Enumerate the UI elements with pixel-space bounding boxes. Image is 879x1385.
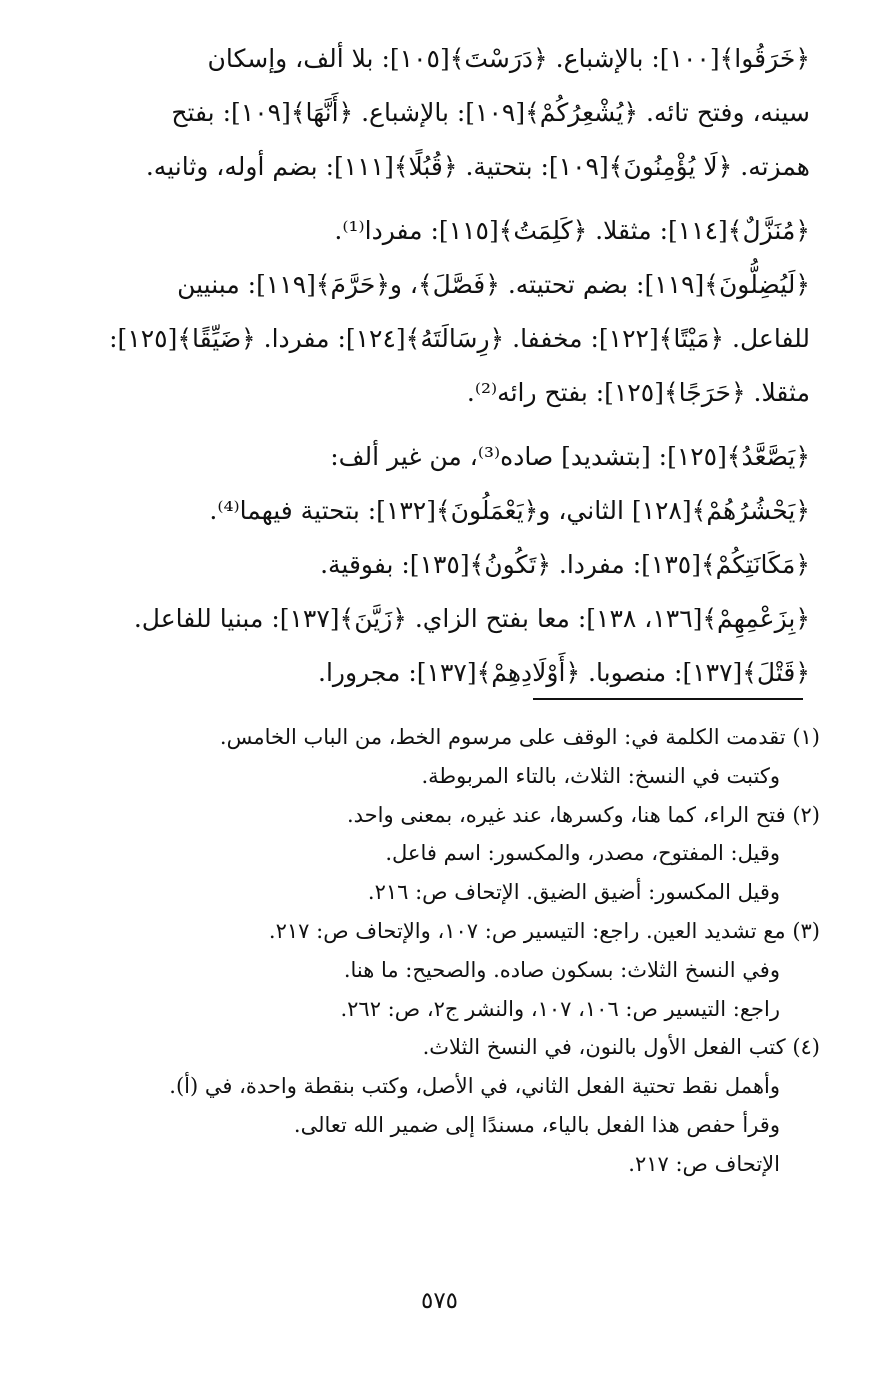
footnote-line: (٤) كتب الفعل الأول بالنون، في النسخ الثلاث. [422, 1035, 820, 1060]
footnote-4 [100, 1028, 820, 1183]
paragraph-2 [80, 204, 810, 420]
text-line: للفاعل. ﴿مَيْتًا﴾[١٢٢]: مخففا. ﴿رِسَالَتَهُ﴾[١٢٤]: مفردا. ﴿ضَيِّقًا﴾[١٢٥]: [109, 324, 810, 353]
footnote-line: وفي النسخ الثلاث: بسكون صاده. والصحيح: ما هنا. [343, 957, 780, 982]
footnote-line: راجع: التيسير ص: ١٠٦، ١٠٧، والنشر ج٢، ص: ٢٦٢. [340, 996, 780, 1021]
footnote-line: الإتحاف ص: ٢١٧. [628, 1151, 780, 1176]
footnote-line: (٣) مع تشديد العين. راجع: التيسير ص: ١٠٧، والإتحاف ص: ٢١٧. [268, 918, 820, 943]
text-line: مثقلا. ﴿حَرَجًا﴾[١٢٥]: بفتح رائه⁽²⁾. [466, 378, 810, 407]
page-number: ٥٧٥ [420, 1288, 459, 1314]
footnote-line: وأهمل نقط تحتية الفعل الثاني، في الأصل، وكتب بنقطة واحدة، في (أ). [169, 1074, 780, 1099]
footnote-3 [100, 912, 820, 1028]
text-line: سينه، وفتح تائه. ﴿يُشْعِرُكُمْ﴾[١٠٩]: بالإشباع. ﴿أَنَّهَا﴾[١٠٩]: بفتح [171, 98, 810, 127]
footnote-separator [533, 698, 803, 700]
footnotes [100, 718, 820, 1184]
paragraph-3 [80, 430, 810, 700]
text-line: همزته. ﴿لَا يُؤْمِنُونَ﴾[١٠٩]: بتحتية. ﴿قُبُلًا﴾[١١١]: بضم أوله، وثانيه. [145, 152, 810, 181]
footnote-1 [100, 718, 820, 796]
text-line: ﴿مُنَزَّلٌ﴾[١١٤]: مثقلا. ﴿كَلِمَتُ﴾[١١٥]: مفردا⁽¹⁾. [334, 216, 810, 245]
footnote-line: (٢) فتح الراء، كما هنا، وكسرها، عند غيره، بمعنى واحد. [346, 802, 820, 827]
paragraph-1 [80, 32, 810, 194]
text-line: ﴿خَرَقُوا﴾[١٠٠]: بالإشباع. ﴿دَرَسْتَ﴾[١٠٥]: بلا ألف، وإسكان [207, 44, 810, 73]
text-line: ﴿لَيُضِلُّونَ﴾[١١٩]: بضم تحتيته. ﴿فَصَّلَ﴾، و﴿حَرَّمَ﴾[١١٩]: مبنيين [177, 270, 810, 299]
footnote-line: وكتبت في النسخ: الثلاث، بالتاء المربوطة. [421, 763, 780, 788]
text-line: ﴿بِزَعْمِهِمْ﴾[١٣٦، ١٣٨]: معا بفتح الزاي. ﴿زَيَّنَ﴾[١٣٧]: مبنيا للفاعل. [133, 604, 810, 633]
text-line: ﴿قَتْلَ﴾[١٣٧]: منصوبا. ﴿أَوْلَادِهِمْ﴾[١٣٧]: مجرورا. [318, 658, 810, 687]
footnote-line: وقرأ حفص هذا الفعل بالياء، مسندًا إلى ضمير الله تعالى. [293, 1112, 780, 1137]
text-line: ﴿مَكَانَتِكُمْ﴾[١٣٥]: مفردا. ﴿تَكُونُ﴾[١٣٥]: بفوقية. [320, 550, 810, 579]
footnote-line: وقيل: المفتوح، مصدر، والمكسور: اسم فاعل. [385, 841, 780, 866]
footnote-2 [100, 796, 820, 912]
footnote-line: (١) تقدمت الكلمة في: الوقف على مرسوم الخط، من الباب الخامس. [219, 725, 820, 749]
main-text [80, 32, 810, 710]
footnote-line: وقيل المكسور: أضيق الضيق. الإتحاف ص: ٢١٦. [367, 880, 780, 905]
text-line: ﴿يَحْشُرُهُمْ﴾[١٢٨] الثاني، و﴿يَعْمَلُونَ﴾[١٣٢]: بتحتية فيهما⁽⁴⁾. [209, 496, 810, 525]
text-line: ﴿يَصَّعَّدُ﴾[١٢٥]: [بتشديد] صاده⁽³⁾، من غير ألف: [330, 442, 810, 471]
